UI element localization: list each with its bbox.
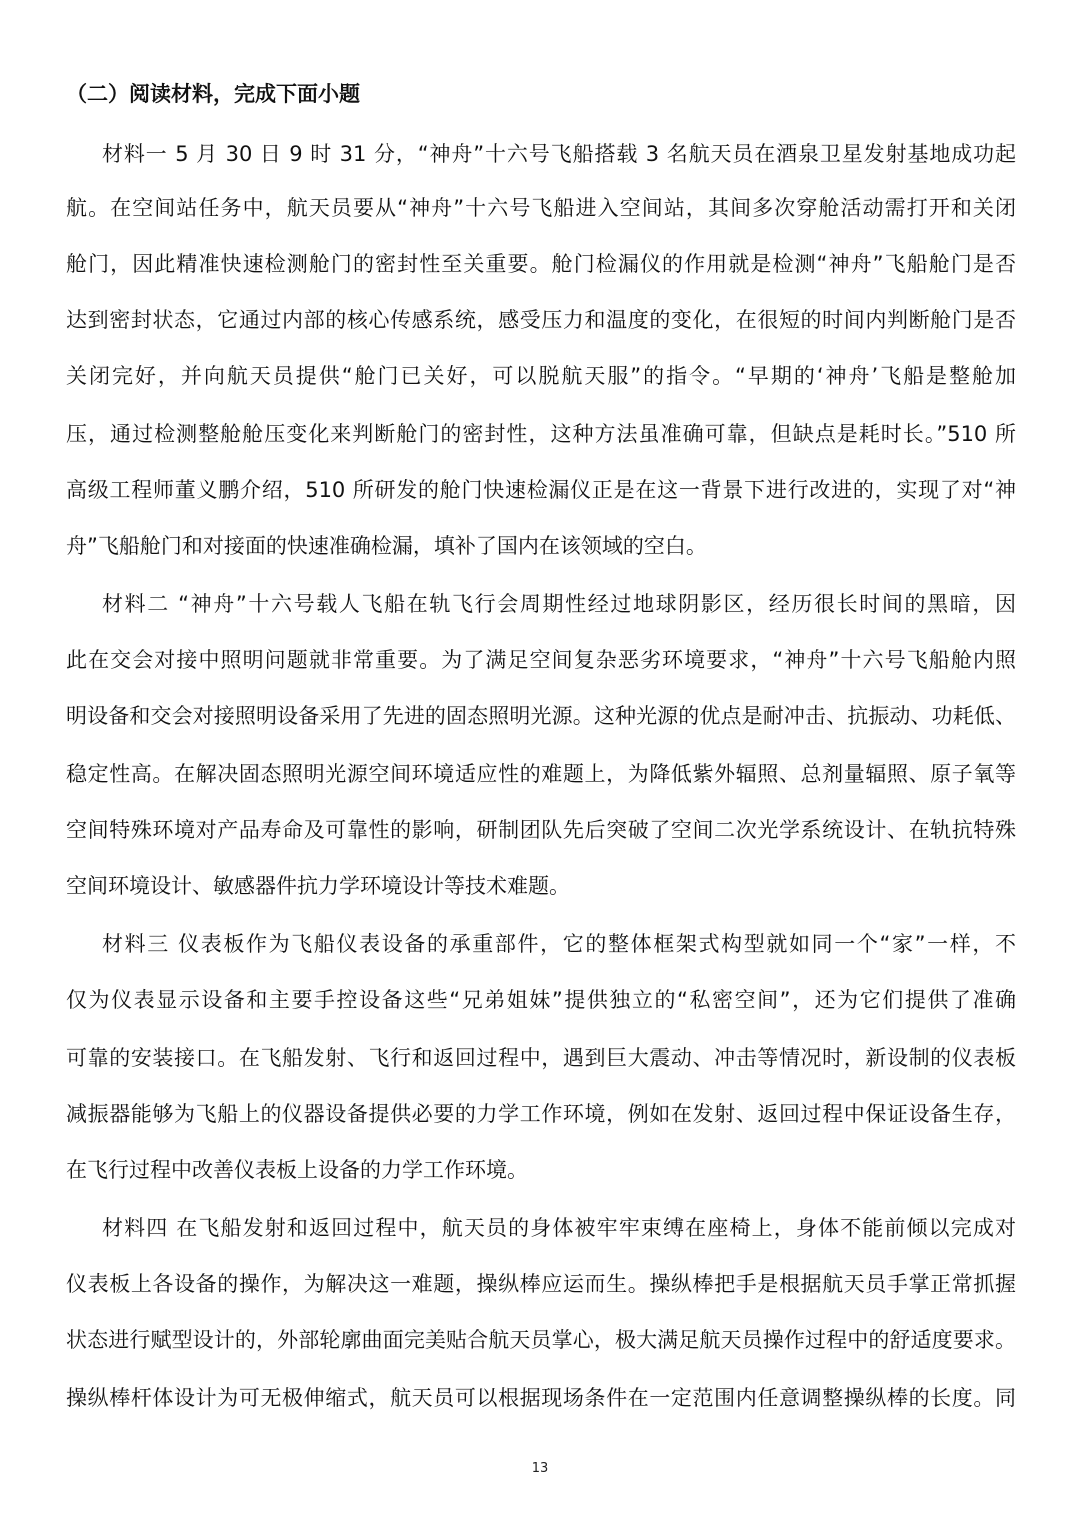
paragraph-1-line-3: 舱门，因此精准快速检测舱门的密封性至关重要。舱门检漏仪的作用就是检测“神舟”飞船舱门是否: [66, 252, 1016, 276]
paragraph-4-line-2: 仪表板上各设备的操作，为解决这一难题，操纵棒应运而生。操纵棒把手是根据航天员手掌正常抓握: [66, 1272, 1016, 1296]
paragraph-1-line-1: 材料一 5 月 30 日 9 时 31 分，“神舟”十六号飞船搭载 3 名航天员在酒泉卫星发射基地成功起: [102, 142, 1016, 166]
paragraph-2-line-1: 材料二 “神舟”十六号载人飞船在轨飞行会周期性经过地球阴影区，经历很长时间的黑暗，因: [102, 592, 1016, 616]
page-number: 13: [531, 1461, 549, 1476]
paragraph-4-line-3: 状态进行赋型设计的，外部轮廓曲面完美贴合航天员掌心，极大满足航天员操作过程中的舒适度要求。: [66, 1328, 1016, 1352]
paragraph-2-line-3: 明设备和交会对接照明设备采用了先进的固态照明光源。这种光源的优点是耐冲击、抗振动、功耗低、: [66, 704, 1016, 728]
paragraph-1-line-8: 舟”飞船舱门和对接面的快速准确检漏，填补了国内在该领域的空白。: [66, 534, 707, 558]
paragraph-3-line-1: 材料三 仪表板作为飞船仪表设备的承重部件，它的整体框架式构型就如同一个“家”一样，不: [102, 932, 1016, 956]
paragraph-4-line-4: 操纵棒杆体设计为可无极伸缩式，航天员可以根据现场条件在一定范围内任意调整操纵棒的长度。同: [66, 1386, 1016, 1410]
paragraph-1-line-2: 航。在空间站任务中，航天员要从“神舟”十六号飞船进入空间站，其间多次穿舱活动需打开和关闭: [66, 196, 1016, 220]
paragraph-4-line-1: 材料四 在飞船发射和返回过程中，航天员的身体被牢牢束缚在座椅上，身体不能前倾以完成对: [102, 1216, 1016, 1240]
paragraph-3-line-4: 减振器能够为飞船上的仪器设备提供必要的力学工作环境，例如在发射、返回过程中保证设备生存，: [66, 1102, 1016, 1126]
paragraph-1-line-6: 压，通过检测整舱舱压变化来判断舱门的密封性，这种方法虽准确可靠，但缺点是耗时长。”510 所: [66, 422, 1016, 446]
paragraph-3-line-3: 可靠的安装接口。在飞船发射、飞行和返回过程中，遇到巨大震动、冲击等情况时，新设制的仪表板: [66, 1046, 1016, 1070]
paragraph-3-line-5: 在飞行过程中改善仪表板上设备的力学工作环境。: [66, 1158, 528, 1182]
paragraph-1-line-7: 高级工程师董义鹏介绍，510 所研发的舱门快速检漏仪正是在这一背景下进行改进的，实现了对“神: [66, 478, 1016, 502]
paragraph-1-line-4: 达到密封状态，它通过内部的核心传感系统，感受压力和温度的变化，在很短的时间内判断舱门是否: [66, 308, 1016, 332]
paragraph-2-line-4: 稳定性高。在解决固态照明光源空间环境适应性的难题上，为降低紫外辐照、总剂量辐照、原子氧等: [66, 762, 1016, 786]
paragraph-1-line-5: 关闭完好，并向航天员提供“舱门已关好，可以脱航天服”的指令。“早期的‘神舟’飞船是整舱加: [66, 364, 1016, 388]
paragraph-2-line-2: 此在交会对接中照明问题就非常重要。为了满足空间复杂恶劣环境要求，“神舟”十六号飞船舱内照: [66, 648, 1016, 672]
paragraph-2-line-5: 空间特殊环境对产品寿命及可靠性的影响，研制团队先后突破了空间二次光学系统设计、在轨抗特殊: [66, 818, 1016, 842]
paragraph-3-line-2: 仅为仪表显示设备和主要手控设备这些“兄弟姐妹”提供独立的“私密空间”，还为它们提供了准确: [66, 988, 1016, 1012]
section-heading: （二）阅读材料，完成下面小题: [66, 82, 360, 106]
paragraph-2-line-6: 空间环境设计、敏感器件抗力学环境设计等技术难题。: [66, 874, 570, 898]
